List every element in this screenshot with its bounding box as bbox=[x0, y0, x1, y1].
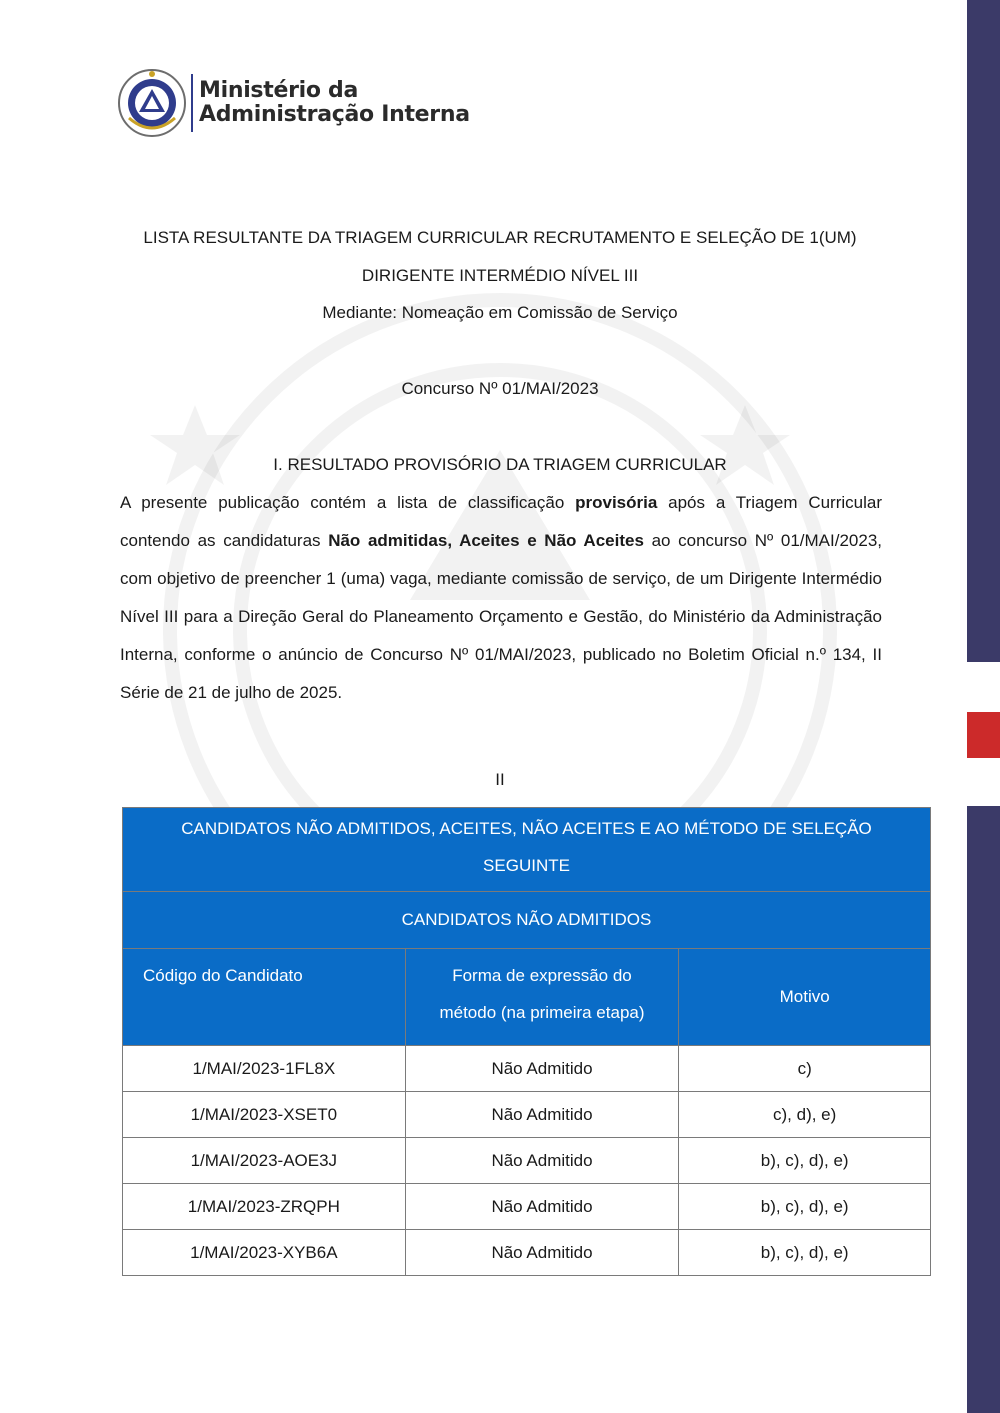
para-bold-1: provisória bbox=[575, 493, 658, 512]
column-header-form-line-1: Forma de expressão do bbox=[452, 966, 632, 985]
table-row bbox=[123, 1092, 931, 1138]
cell-form: Não Admitido bbox=[405, 1138, 679, 1184]
logo-divider bbox=[191, 74, 193, 132]
side-bar-accent bbox=[967, 712, 1000, 758]
section-roman-numeral: II bbox=[495, 770, 505, 789]
candidates-table bbox=[122, 807, 931, 1276]
ministry-seal-icon bbox=[117, 68, 187, 138]
ministry-logo bbox=[117, 68, 470, 138]
cell-code: 1/MAI/2023-XYB6A bbox=[123, 1230, 406, 1276]
document-title-line-3: Mediante: Nomeação em Comissão de Serviço bbox=[322, 303, 678, 322]
table-row bbox=[123, 1046, 931, 1092]
cell-motivo: b), c), d), e) bbox=[679, 1138, 931, 1184]
para-bold-2: Não admitidas, Aceites e Não Aceites bbox=[328, 531, 644, 550]
concurso-number: Concurso Nº 01/MAI/2023 bbox=[401, 379, 599, 398]
table-column-header-row bbox=[123, 949, 931, 1046]
cell-form: Não Admitido bbox=[405, 1046, 679, 1092]
column-header-motivo: Motivo bbox=[679, 949, 931, 1046]
cell-code: 1/MAI/2023-AOE3J bbox=[123, 1138, 406, 1184]
section-heading: I. RESULTADO PROVISÓRIO DA TRIAGEM CURRICULAR bbox=[273, 455, 727, 474]
cell-code: 1/MAI/2023-XSET0 bbox=[123, 1092, 406, 1138]
para-text-3: ao concurso Nº 01/MAI/2023, com objetivo de preencher 1 (uma) vaga, mediante comissão de serviço, de um Dirigente Intermédio Nível III para a Direção Geral do Planeamento Orçamento e Gestão, do Ministério da Administração Interna, conforme o anúncio de Concurso Nº 01/MAI/2023, publicado no Boletim Oficial n.º 134, II Série de 21 de julho de 2025. bbox=[120, 531, 883, 702]
document-title-line-2: DIRIGENTE INTERMÉDIO NÍVEL III bbox=[361, 266, 639, 285]
column-header-form-line-2: método (na primeira etapa) bbox=[439, 1003, 645, 1022]
cell-code: 1/MAI/2023-ZRQPH bbox=[123, 1184, 406, 1230]
cell-motivo: c), d), e) bbox=[679, 1092, 931, 1138]
table-row bbox=[123, 1230, 931, 1276]
para-text-2: após a Triagem Curricular contendo as candidaturas bbox=[120, 493, 882, 550]
table-main-header bbox=[123, 808, 931, 892]
table-sub-header: CANDIDATOS NÃO ADMITIDOS bbox=[123, 892, 931, 949]
column-header-form bbox=[405, 949, 679, 1046]
document-title-line-1: LISTA RESULTANTE DA TRIAGEM CURRICULAR RECRUTAMENTO E SELEÇÃO DE 1(UM) bbox=[143, 228, 857, 247]
cell-motivo: c) bbox=[679, 1046, 931, 1092]
cell-form: Não Admitido bbox=[405, 1092, 679, 1138]
table-row bbox=[123, 1138, 931, 1184]
column-header-code: Código do Candidato bbox=[123, 949, 406, 1046]
cell-motivo: b), c), d), e) bbox=[679, 1230, 931, 1276]
intro-paragraph bbox=[120, 484, 882, 712]
side-bar-top bbox=[967, 0, 1000, 662]
logo-text bbox=[199, 79, 470, 127]
cell-code: 1/MAI/2023-1FL8X bbox=[123, 1046, 406, 1092]
logo-line-1: Ministério da bbox=[199, 78, 359, 103]
table-main-header-line-2: SEGUINTE bbox=[483, 856, 570, 875]
logo-line-2: Administração Interna bbox=[199, 102, 470, 127]
side-bar-bottom bbox=[967, 806, 1000, 1413]
table-main-header-row bbox=[123, 808, 931, 892]
table-row bbox=[123, 1184, 931, 1230]
para-text-1: A presente publicação contém a lista de classificação bbox=[120, 493, 576, 512]
cell-form: Não Admitido bbox=[405, 1184, 679, 1230]
table-main-header-line-1: CANDIDATOS NÃO ADMITIDOS, ACEITES, NÃO ACEITES E AO MÉTODO DE SELEÇÃO bbox=[181, 819, 872, 838]
table-sub-header-row bbox=[123, 892, 931, 949]
cell-motivo: b), c), d), e) bbox=[679, 1184, 931, 1230]
cell-form: Não Admitido bbox=[405, 1230, 679, 1276]
